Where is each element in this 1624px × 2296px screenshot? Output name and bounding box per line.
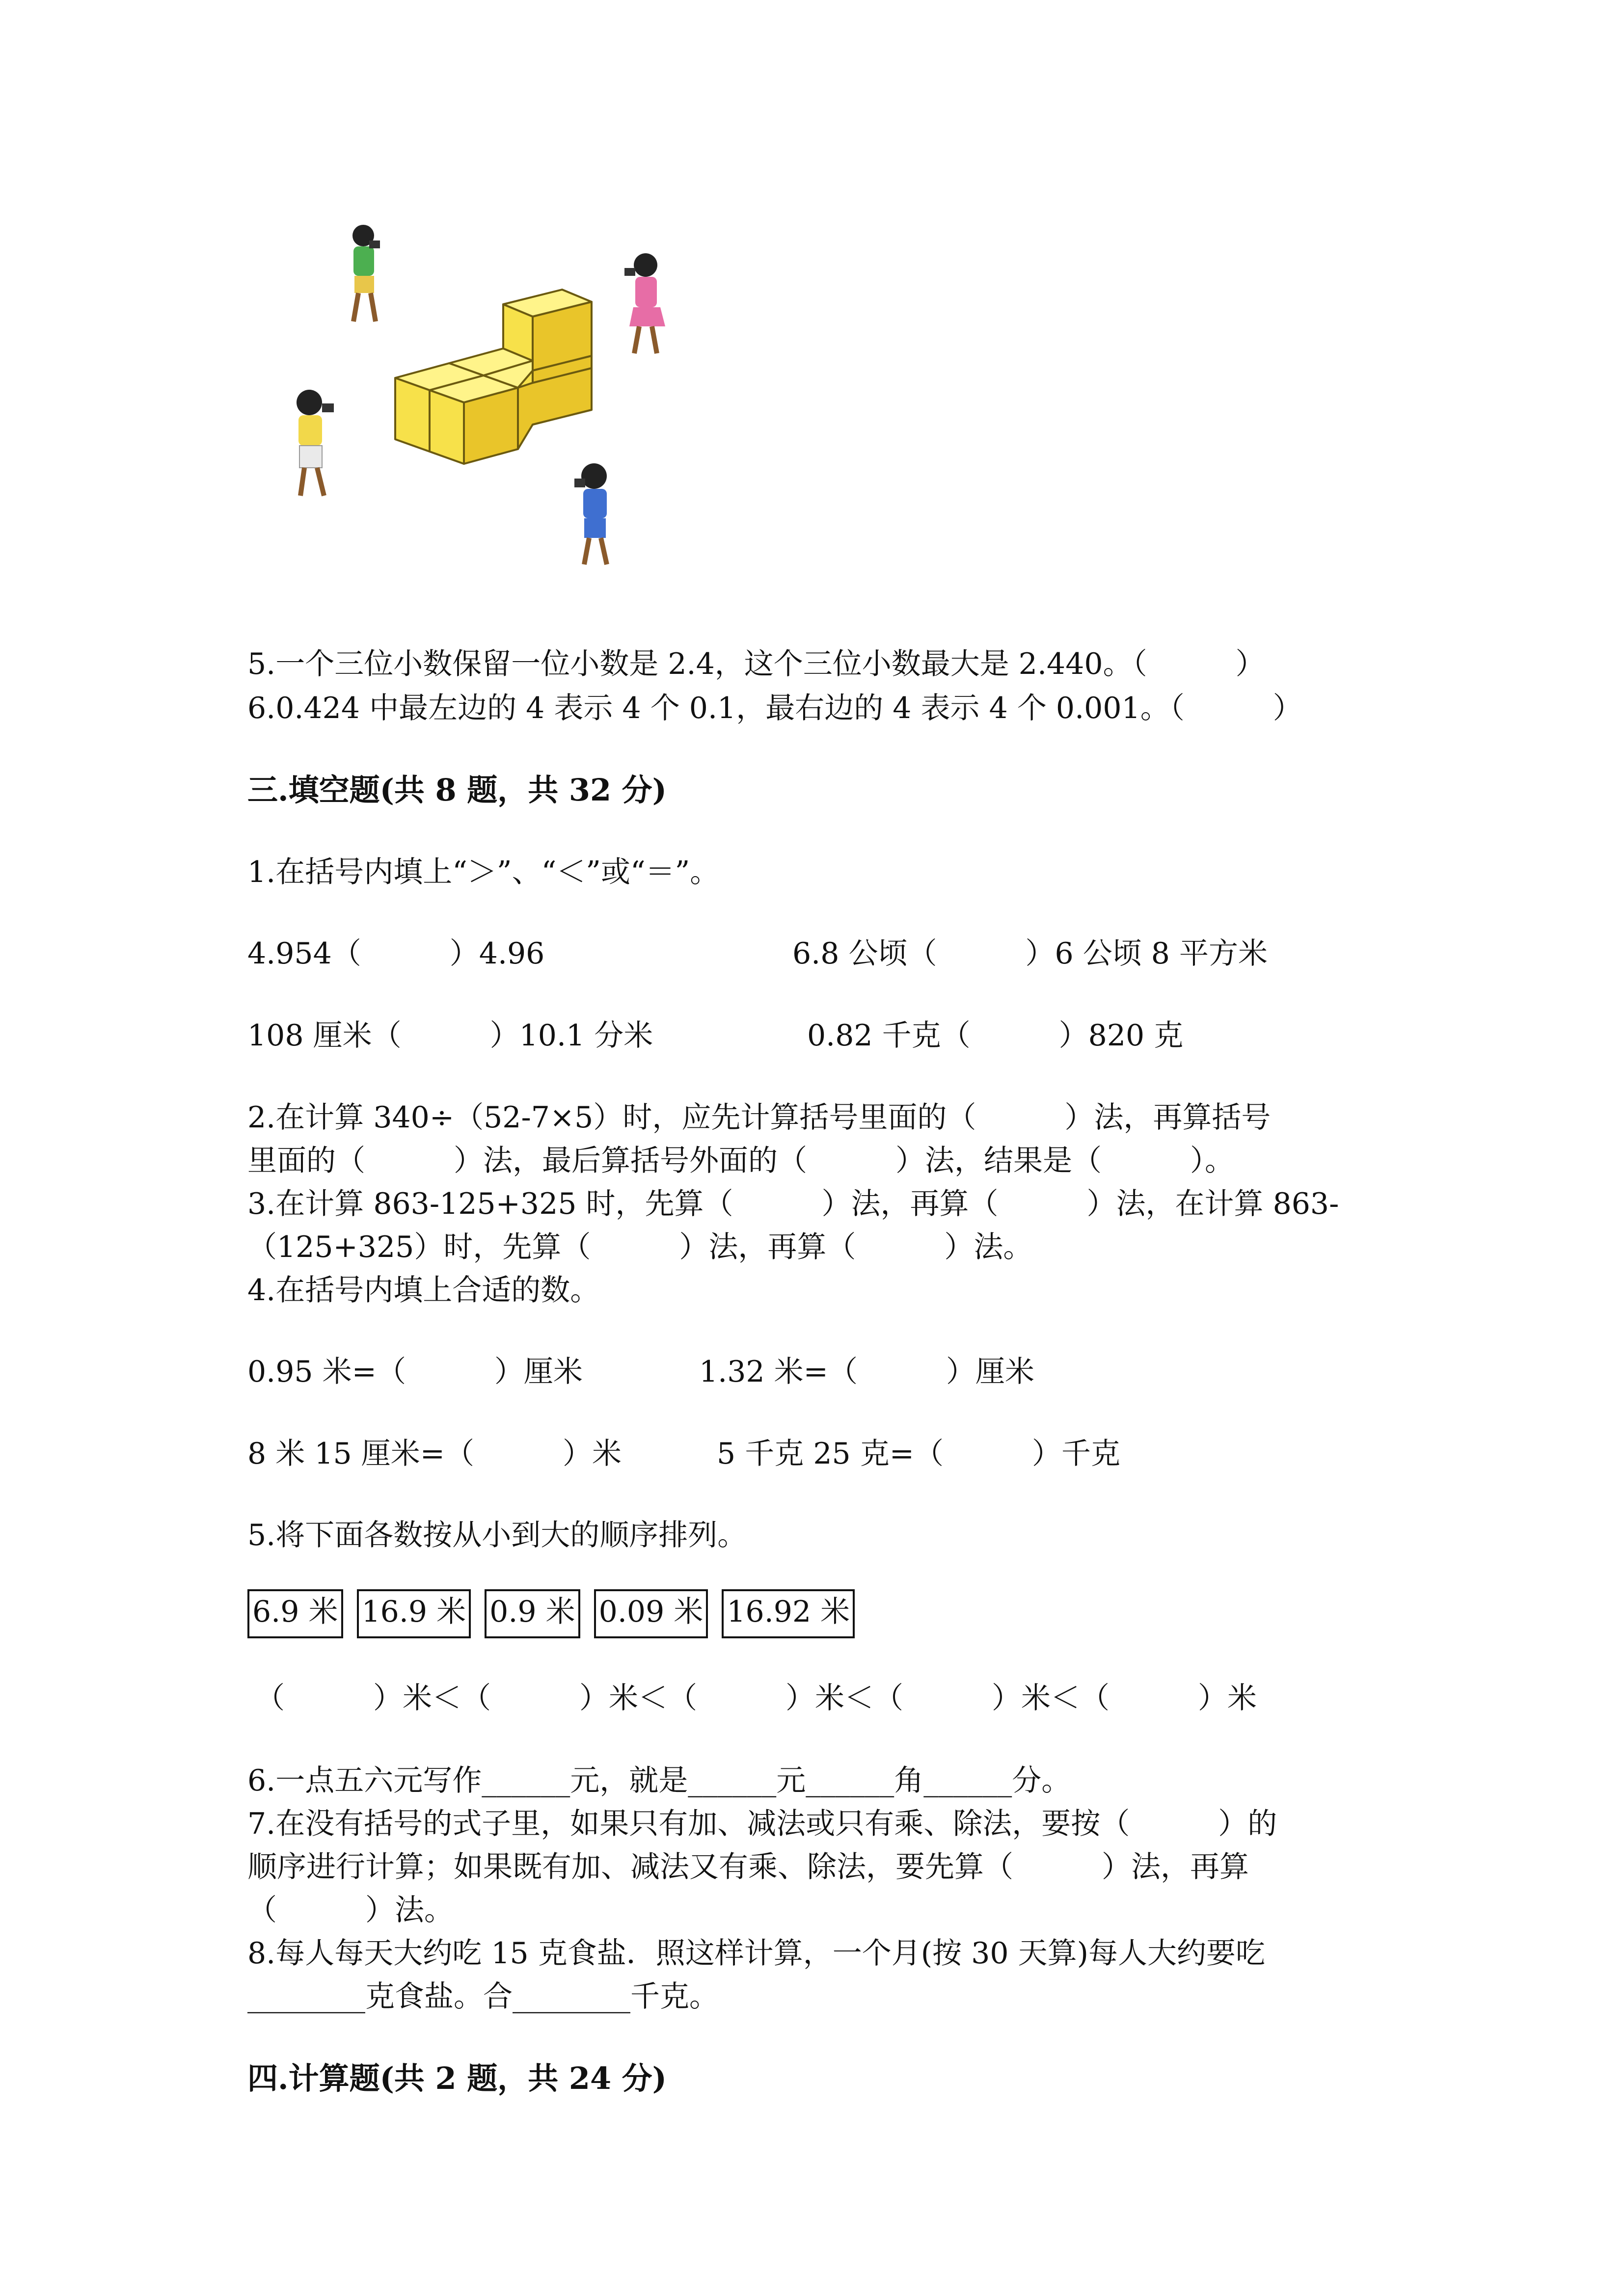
number-box-4: 0.09 米 — [594, 1589, 708, 1638]
fill-question-6: 6.一点五六元写作______元，就是______元______角______分。 — [247, 1763, 1071, 1798]
fill-question-4-prompt: 4.在括号内填上合适的数。 — [247, 1273, 600, 1308]
fill-question-1-prompt: 1.在括号内填上“＞”、“＜”或“＝”。 — [247, 855, 720, 889]
number-box-5: 16.92 米 — [722, 1589, 855, 1638]
cube-stack-image — [395, 290, 592, 464]
fill-question-3-line-1: 3.在计算 863-125+325 时，先算（ ）法，再算（ ）法，在计算 863- — [247, 1187, 1339, 1221]
section-4-heading: 四.计算题(共 2 题，共 24 分) — [247, 2060, 667, 2096]
number-box-1: 6.9 米 — [247, 1589, 343, 1638]
child-figure-top-right — [624, 253, 665, 353]
cubes-and-children-illustration — [275, 221, 677, 574]
child-figure-top-left — [352, 225, 380, 321]
fill-question-4c: 8 米 15 厘米=（ ）米 — [247, 1437, 622, 1471]
fill-question-7-line-1: 7.在没有括号的式子里，如果只有加、减法或只有乘、除法，要按（ ）的 — [247, 1807, 1277, 1841]
fill-question-1c: 108 厘米（ ）10.1 分米 — [247, 1018, 653, 1053]
fill-question-1a: 4.954（ ）4.96 — [247, 936, 545, 971]
judgement-question-5: 5.一个三位小数保留一位小数是 2.4，这个三位小数最大是 2.440。（ ） — [247, 647, 1265, 681]
fill-question-5-order: （ ）米＜（ ）米＜（ ）米＜（ ）米＜（ ）米 — [255, 1681, 1257, 1715]
number-box-3: 0.9 米 — [485, 1589, 580, 1638]
number-box-2: 16.9 米 — [357, 1589, 471, 1638]
judgement-question-6: 6.0.424 中最左边的 4 表示 4 个 0.1，最右边的 4 表示 4 个 0.001。（ ） — [247, 691, 1302, 725]
fill-question-8-line-1: 8.每人每天大约吃 15 克食盐．照这样计算，一个月(按 30 天算)每人大约要吃 — [247, 1936, 1266, 1971]
fill-question-4d: 5 千克 25 克=（ ）千克 — [717, 1437, 1121, 1471]
fill-question-5-prompt: 5.将下面各数按从小到大的顺序排列。 — [247, 1518, 747, 1552]
fill-question-2-line-2: 里面的（ ）法，最后算括号外面的（ ）法，结果是（ ）。 — [247, 1144, 1234, 1178]
number-boxes — [247, 1589, 855, 1638]
child-figure-left — [297, 390, 334, 496]
section-3-heading: 三.填空题(共 8 题，共 32 分) — [247, 772, 667, 808]
child-figure-bottom — [574, 463, 607, 564]
fill-question-1b: 6.8 公顷（ ）6 公顷 8 平方米 — [792, 936, 1268, 971]
fill-question-3-line-2: （125+325）时，先算（ ）法，再算（ ）法。 — [247, 1230, 1033, 1264]
fill-question-1d: 0.82 千克（ ）820 克 — [807, 1018, 1184, 1053]
fill-question-7-line-2: 顺序进行计算；如果既有加、减法又有乘、除法，要先算（ ）法，再算 — [247, 1850, 1249, 1884]
fill-question-7-line-3: （ ）法。 — [247, 1893, 454, 1927]
fill-question-2-line-1: 2.在计算 340÷（52-7×5）时，应先计算括号里面的（ ）法，再算括号 — [247, 1100, 1271, 1135]
fill-question-8-line-2: ________克食盐。合________千克。 — [247, 1979, 719, 2014]
fill-question-4b: 1.32 米=（ ）厘米 — [699, 1355, 1034, 1389]
fill-question-4a: 0.95 米=（ ）厘米 — [247, 1355, 583, 1389]
